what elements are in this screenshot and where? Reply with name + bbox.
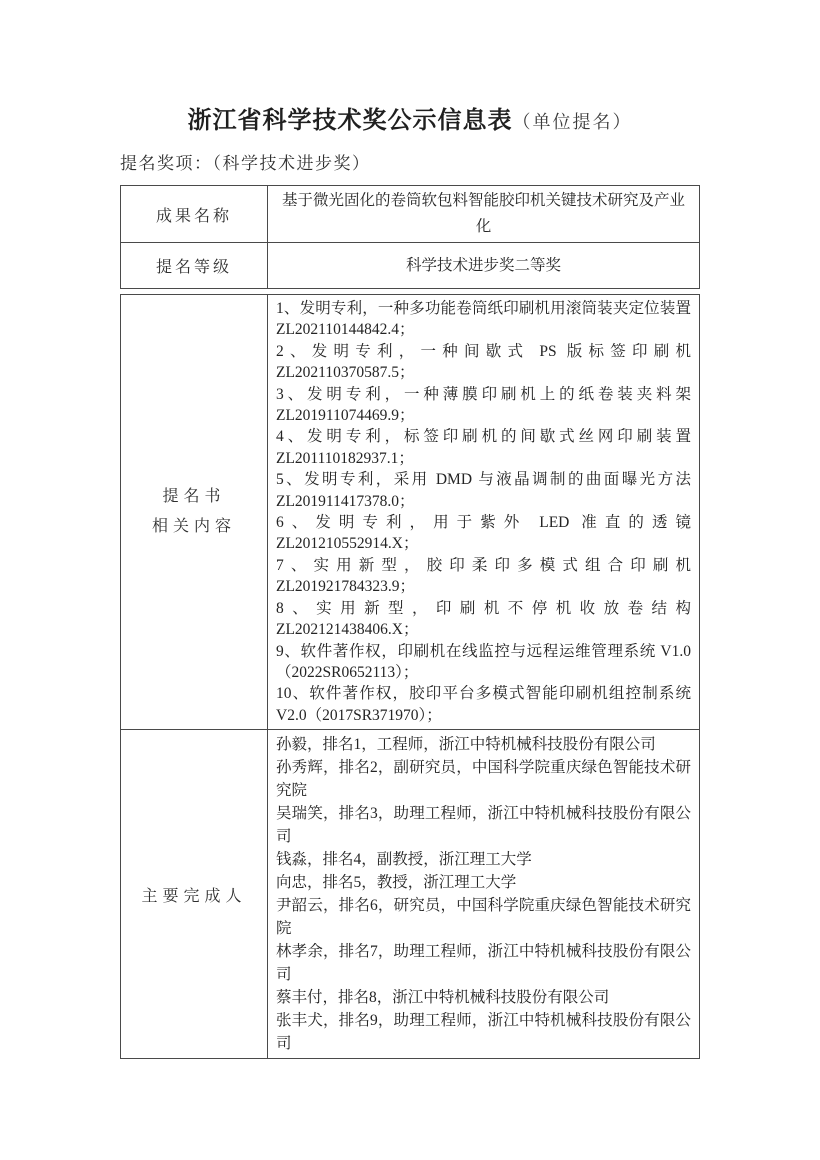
completer-item: 向忠，排名5，教授，浙江理工大学 (276, 874, 517, 892)
nomination-item: 1、发明专利，一种多功能卷筒纸印刷机用滚筒装夹定位装置 ZL202110144842.4； (276, 300, 691, 339)
nomination-grade-value: 科学技术进步奖二等奖 (268, 243, 700, 289)
main-completers-label: 主要完成人 (121, 730, 268, 1059)
nomination-item: 6、发明专利，用于紫外 LED 准直的透镜 ZL201210552914.X； (276, 514, 691, 553)
nomination-item: 3、发明专利，一种薄膜印刷机上的纸卷装夹料架 ZL201911074469.9； (276, 385, 691, 425)
info-table-top (120, 185, 700, 289)
completer-item: 孙秀辉，排名2，副研究员，中国科学院重庆绿色智能技术研究院 (276, 759, 691, 800)
nomination-content-label-line2: 相关内容 (151, 518, 236, 536)
table-row-nomination-content (121, 295, 700, 730)
document-page (120, 0, 700, 1059)
table-row-result-name (121, 186, 700, 243)
page-title (120, 100, 700, 135)
nomination-item: 7、实用新型，胶印柔印多模式组合印刷机 ZL201921784323.9； (276, 556, 691, 596)
award-category-line: 提名奖项：（科学技术进步奖） (120, 154, 371, 173)
nomination-item: 2、发明专利，一种间歇式 PS 版标签印刷机 ZL202110370587.5； (276, 342, 691, 382)
nomination-content-label (121, 295, 268, 730)
result-name-value: 基于微光固化的卷筒软包料智能胶印机关键技术研究及产业化 (268, 186, 700, 243)
nomination-item: 10、软件著作权，胶印平台多模式智能印刷机组控制系统 V2.0（2017SR371970）； (276, 685, 691, 724)
nomination-grade-label: 提名等级 (121, 243, 268, 289)
nomination-content-list (268, 295, 700, 730)
table-row-main-completers (121, 730, 700, 1059)
nomination-item: 5、发明专利，采用 DMD 与液晶调制的曲面曝光方法 ZL201911417378.0； (276, 471, 691, 510)
nomination-content-label-line1: 提名书 (162, 488, 226, 506)
completer-item: 吴瑞笑，排名3，助理工程师，浙江中特机械科技股份有限公司 (276, 805, 691, 846)
nomination-item: 9、软件著作权，印刷机在线监控与远程运维管理系统 V1.0（2022SR0652113）； (276, 642, 691, 681)
completer-item: 张丰犬，排名9，助理工程师，浙江中特机械科技股份有限公司 (276, 1012, 691, 1053)
table-row-nomination-grade (121, 243, 700, 289)
completer-item: 蔡丰付，排名8，浙江中特机械科技股份有限公司 (276, 989, 610, 1007)
completer-item: 林孝余，排名7，助理工程师，浙江中特机械科技股份有限公司 (276, 943, 691, 984)
nomination-item: 4、发明专利，标签印刷机的间歇式丝网印刷装置 ZL201110182937.1； (276, 428, 691, 467)
nomination-item: 8、实用新型，印刷机不停机收放卷结构 ZL202121438406.X； (276, 599, 691, 639)
main-completers-list (268, 730, 700, 1059)
info-table-main (120, 294, 700, 1059)
completer-item: 尹韶云，排名6，研究员，中国科学院重庆绿色智能技术研究院 (276, 897, 691, 938)
page-title-suffix: （单位提名） (512, 112, 633, 132)
completer-item: 孙毅，排名1，工程师，浙江中特机械科技股份有限公司 (276, 736, 656, 754)
result-name-label: 成果名称 (121, 186, 268, 243)
page-title-main: 浙江省科学技术奖公示信息表 (187, 108, 513, 134)
completer-item: 钱淼，排名4，副教授，浙江理工大学 (276, 851, 532, 869)
